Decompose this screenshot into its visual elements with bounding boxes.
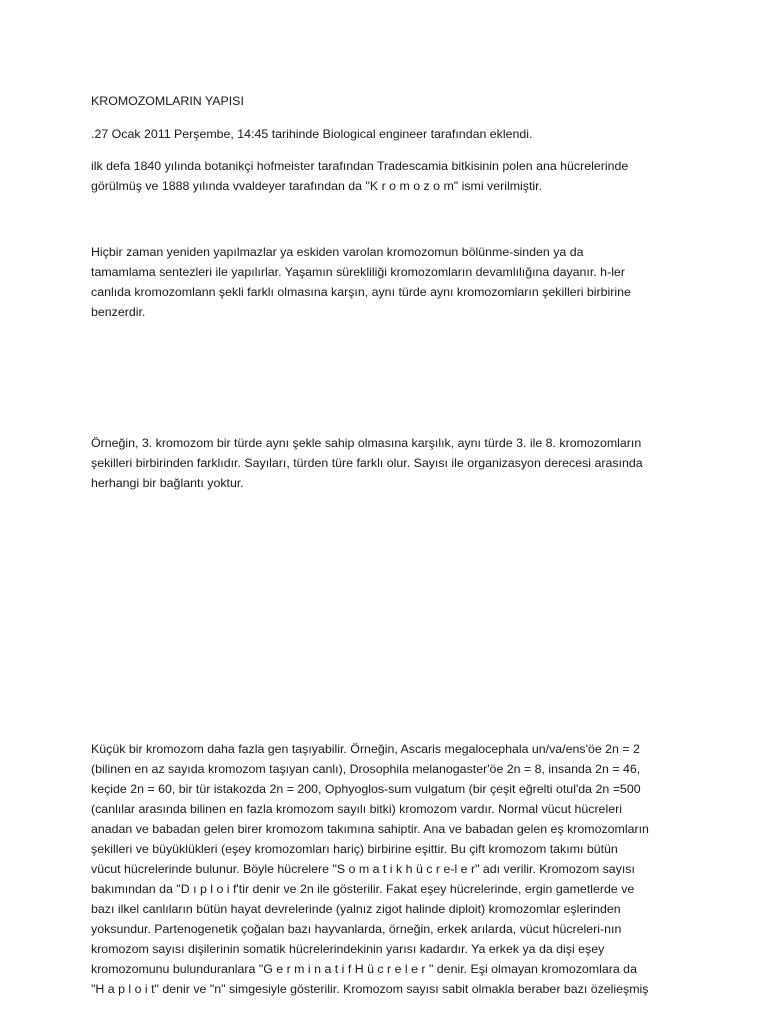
paragraph-line: bakımından da "D ı p l o i f'tir denir ve 2n ile gösterilir. Fakat eşey hücrelerinde, ergin gametlerde ve [91,882,635,896]
meta-text: .27 Ocak 2011 Perşembe, 14:45 tarihinde Biological engineer tarafından eklendi. [91,127,533,141]
paragraph-line: görülmüş ve 1888 yılında vvaldeyer tarafından da "K r o m o z o m" ismi verilmiştir. [91,179,543,193]
paragraph-line: tamamlama sentezleri ile yapılırlar. Yaşamın sürekliliği kromozomların devamlılığına dayanır. h-ler [91,265,625,279]
paragraph-2 [91,242,691,322]
title-text: KROMOZOMLARIN YAPISI [91,94,244,108]
post-meta [91,124,691,144]
paragraph-line: herhangi bir bağlantı yoktur. [91,476,244,490]
paragraph-line: yoksundur. Partenogenetik çoğalan bazı hayvanlarda, örneğin, erkek arılarda, vücut hücreleri-nın [91,922,622,936]
paragraph-line: (bilinen en az sayıda kromozom taşıyan canlı), Drosophila melanogaster'öe 2n = 8, insanda 2n = 46, [91,762,641,776]
paragraph-line: şekilleri birbirinden farklıdır. Sayıları, türden türe farklı olur. Sayısı ile organizasyon derecesi arasında [91,456,643,470]
paragraph-line: (canlılar arasında bilinen en fazla kromozom sayılı bitki) kromozom vardır. Normal vücut hücreleri [91,802,622,816]
paragraph-line: canlıda kromozomlann şekli farklı olmasına karşın, aynı türde aynı kromozomların şekilleri birbirine [91,285,631,299]
paragraph-line: Hiçbir zaman yeniden yapılmazlar ya eskiden varolan kromozomun bölünme-sinden ya da [91,245,584,259]
paragraph-1 [91,156,691,196]
paragraph-line: Küçük bir kromozom daha fazla gen taşıyabilir. Örneğin, Ascaris megalocephala un/va/ens'öe 2n = 2 [91,742,640,756]
paragraph-line: keçide 2n = 60, bir tür istakozda 2n = 200, Ophyoglos-sum vulgatum (bir çeşit eğrelti otul'da 2n =500 [91,782,641,796]
paragraph-line: benzerdir. [91,305,146,319]
paragraph-4 [91,739,691,999]
paragraph-line: vücut hücrelerinde bulunur. Böyle hücrelere "S o m a t i k h ü c r e-l e r" adı verilir. Kromozom sayısı [91,862,635,876]
paragraph-line: anadan ve babadan gelen birer kromozom takımına sahiptir. Ana ve babadan gelen eş kromozomların [91,822,649,836]
paragraph-line: ilk defa 1840 yılında botanikçi hofmeister tarafından Tradescamia bitkisinin polen ana hücrelerinde [91,159,629,173]
paragraph-line: kromozomunu bulunduranlara "G e r m i n a t i f H ü c r e l e r " denir. Eşi olmayan kromozomlara da [91,962,637,976]
paragraph-line: "H a p l o i t" denir ve "n" simgesiyle gösterilir. Kromozom sayısı sabit olmakla beraber bazı özelieşmiş [91,982,649,996]
paragraph-line: Örneğin, 3. kromozom bir türde aynı şekle sahip olmasına karşılık, aynı türde 3. ile 8. kromozomların [91,436,642,450]
paragraph-line: kromozom sayısı dişilerinin somatik hücrelerindekinin yarısı kadardır. Ya erkek ya da dişi eşey [91,942,605,956]
paragraph-3 [91,433,691,493]
document-title [91,91,691,111]
paragraph-line: bazı ilkel canlıların bütün hayat devrelerinde (yalnız zigot halinde diploit) kromozomlar eşlerinden [91,902,621,916]
paragraph-line: şekilleri ve büyüklükleri (eşey kromozomları hariç) birbirine eşittir. Bu çift kromozom takımı bütün [91,842,618,856]
